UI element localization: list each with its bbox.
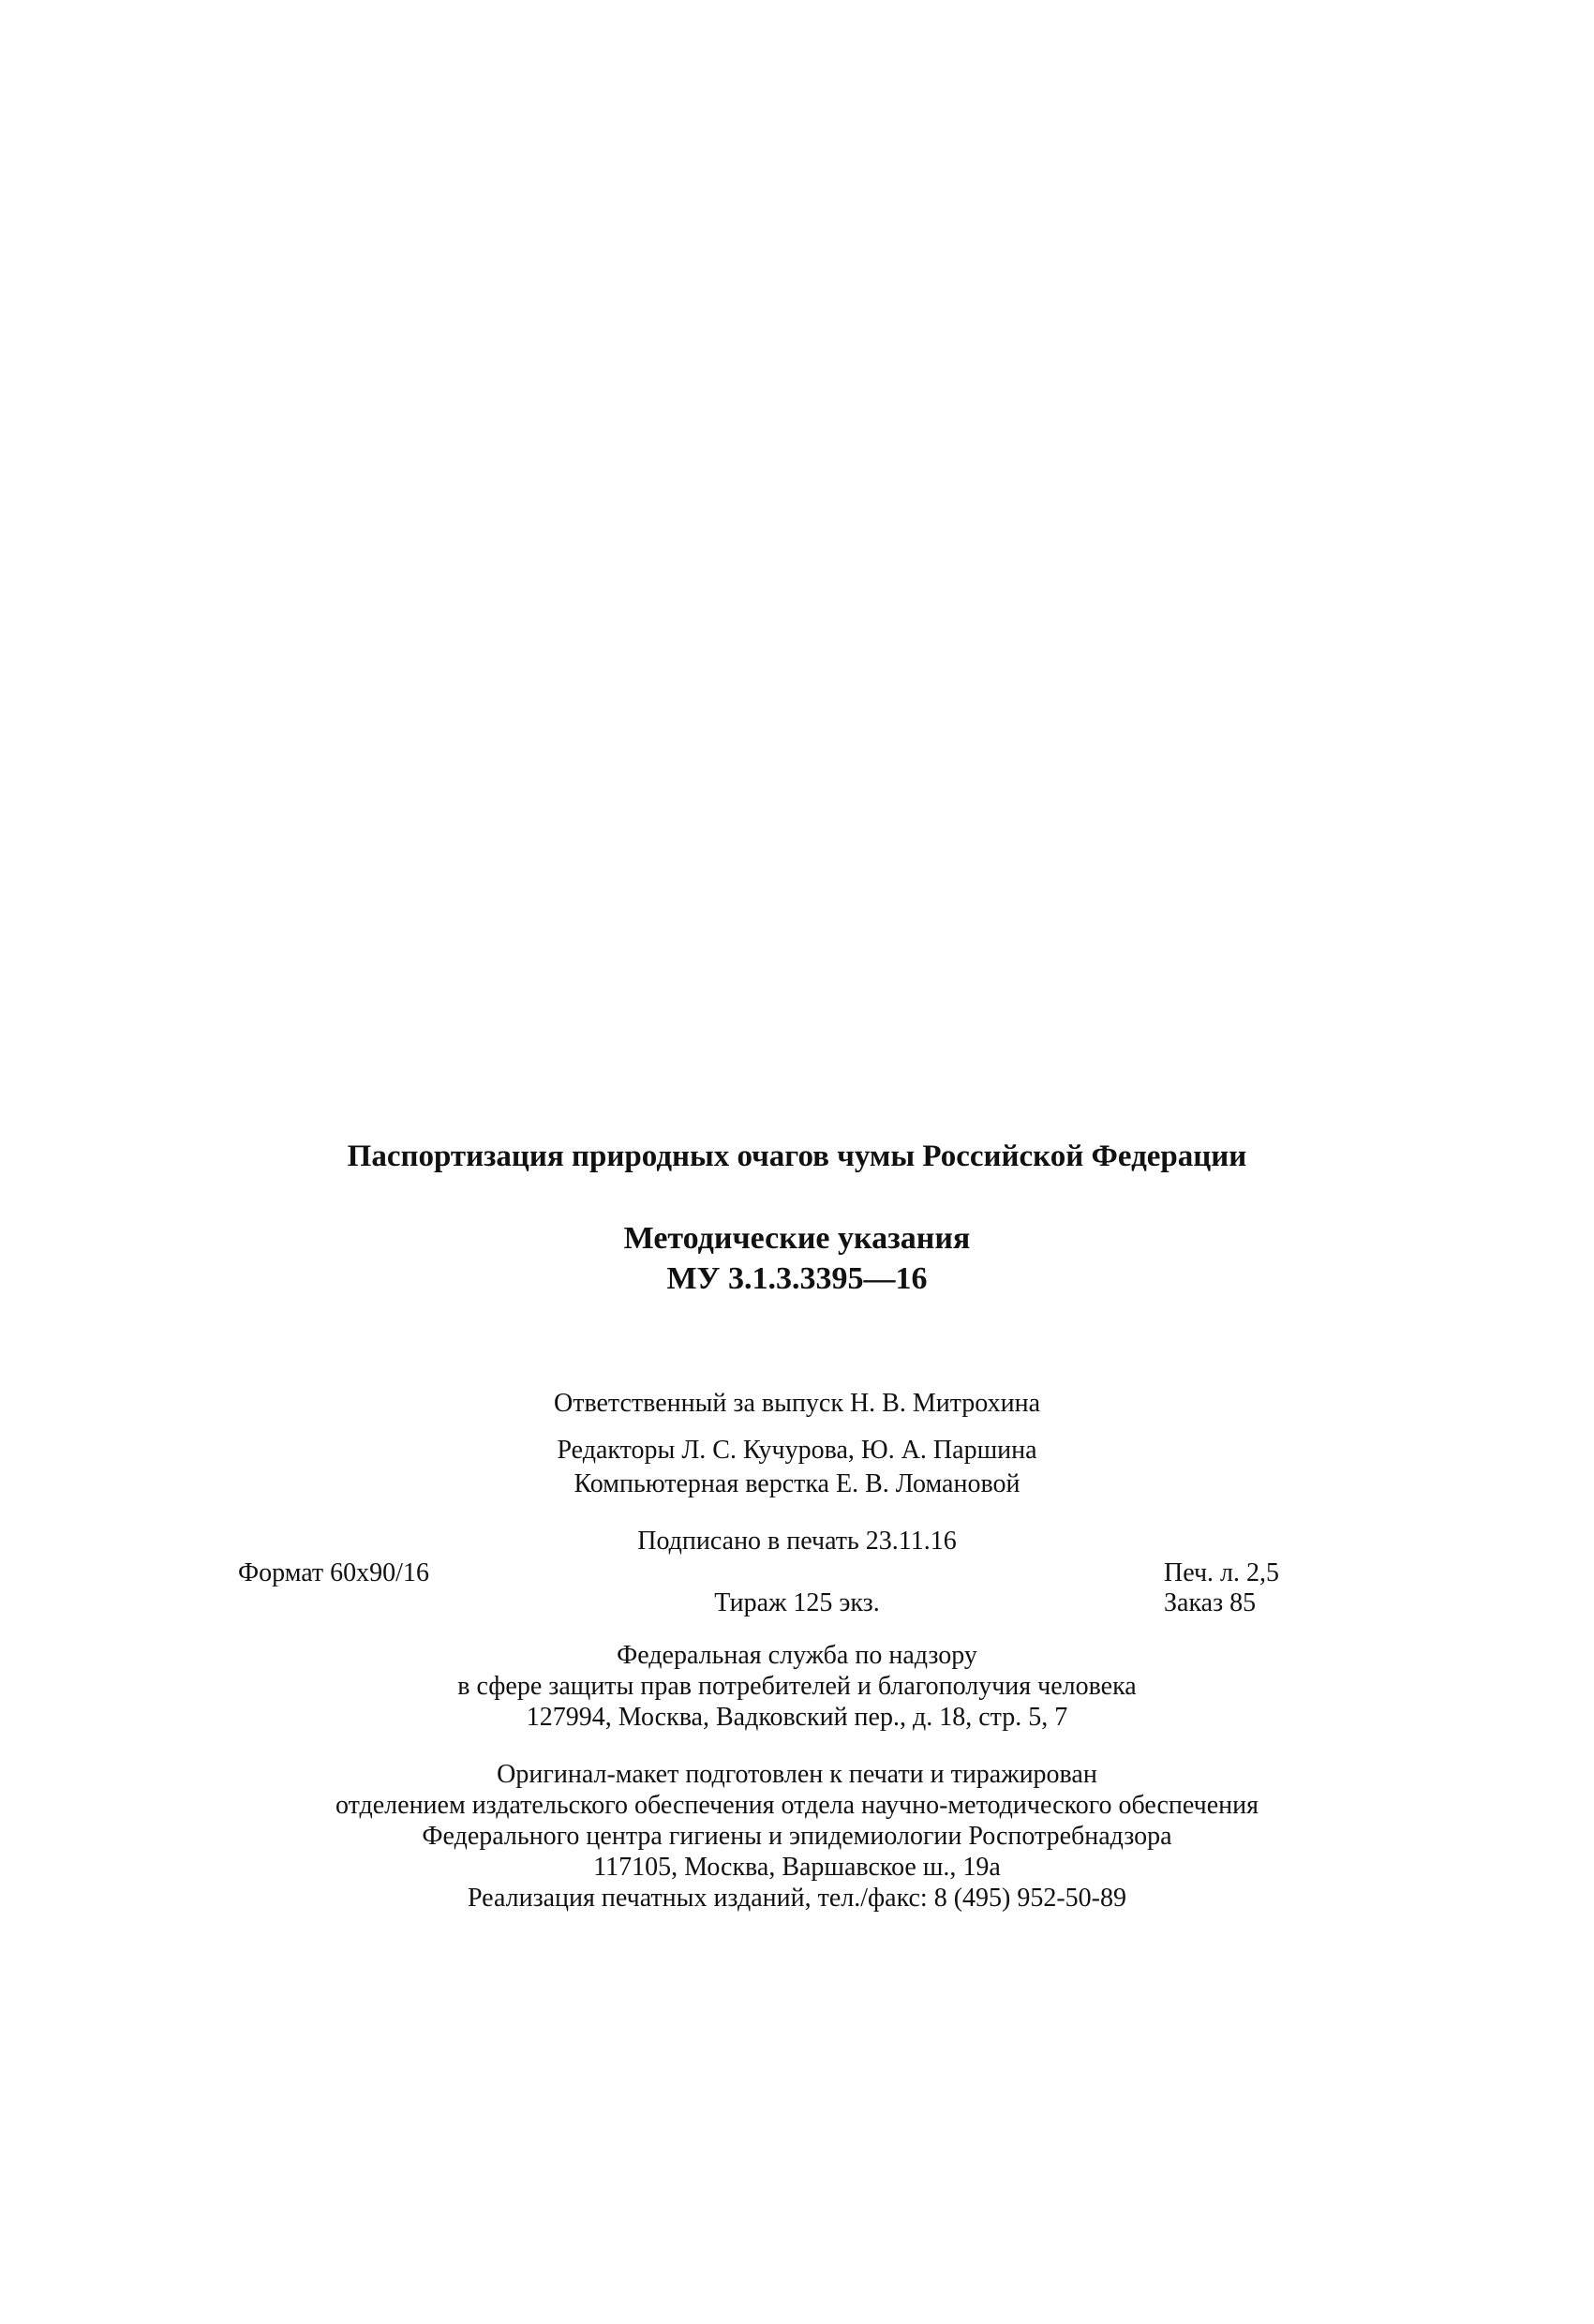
producer-line-2: отделением издательского обеспечения отдела научно-методического обеспечения — [335, 1791, 1259, 1820]
responsible-line: Ответственный за выпуск Н. В. Митрохина — [553, 1389, 1041, 1418]
publisher-line-1: Федеральная служба по надзору — [617, 1641, 977, 1670]
signed-line: Подписано в печать 23.11.16 — [637, 1527, 957, 1556]
order-line: Заказ 85 — [1164, 1588, 1257, 1617]
producer-line-5: Реализация печатных изданий, тел./факс: 8 (495) 952-50-89 — [467, 1884, 1127, 1913]
producer-line-1: Оригинал-макет подготовлен к печати и тиражирован — [497, 1760, 1097, 1789]
layout-line: Компьютерная верстка Е. В. Ломановой — [574, 1469, 1020, 1498]
document-subtitle: Методические указания — [623, 1221, 971, 1256]
document-title: Паспортизация природных очагов чумы Российской Федерации — [347, 1140, 1247, 1173]
sheets-line: Печ. л. 2,5 — [1164, 1558, 1280, 1587]
producer-line-4: 117105, Москва, Варшавское ш., 19а — [593, 1853, 1001, 1882]
run-line: Тираж 125 экз. — [714, 1588, 880, 1617]
document-code: МУ 3.1.3.3395—16 — [666, 1261, 928, 1296]
format-line: Формат 60х90/16 — [238, 1558, 429, 1587]
editors-line: Редакторы Л. С. Кучурова, Ю. А. Паршина — [557, 1436, 1037, 1465]
producer-line-3: Федерального центра гигиены и эпидемиологии Роспотребнадзора — [422, 1822, 1172, 1851]
publisher-line-3: 127994, Москва, Вадковский пер., д. 18, стр. 5, 7 — [526, 1703, 1068, 1732]
publisher-line-2: в сфере защиты прав потребителей и благополучия человека — [457, 1672, 1137, 1701]
